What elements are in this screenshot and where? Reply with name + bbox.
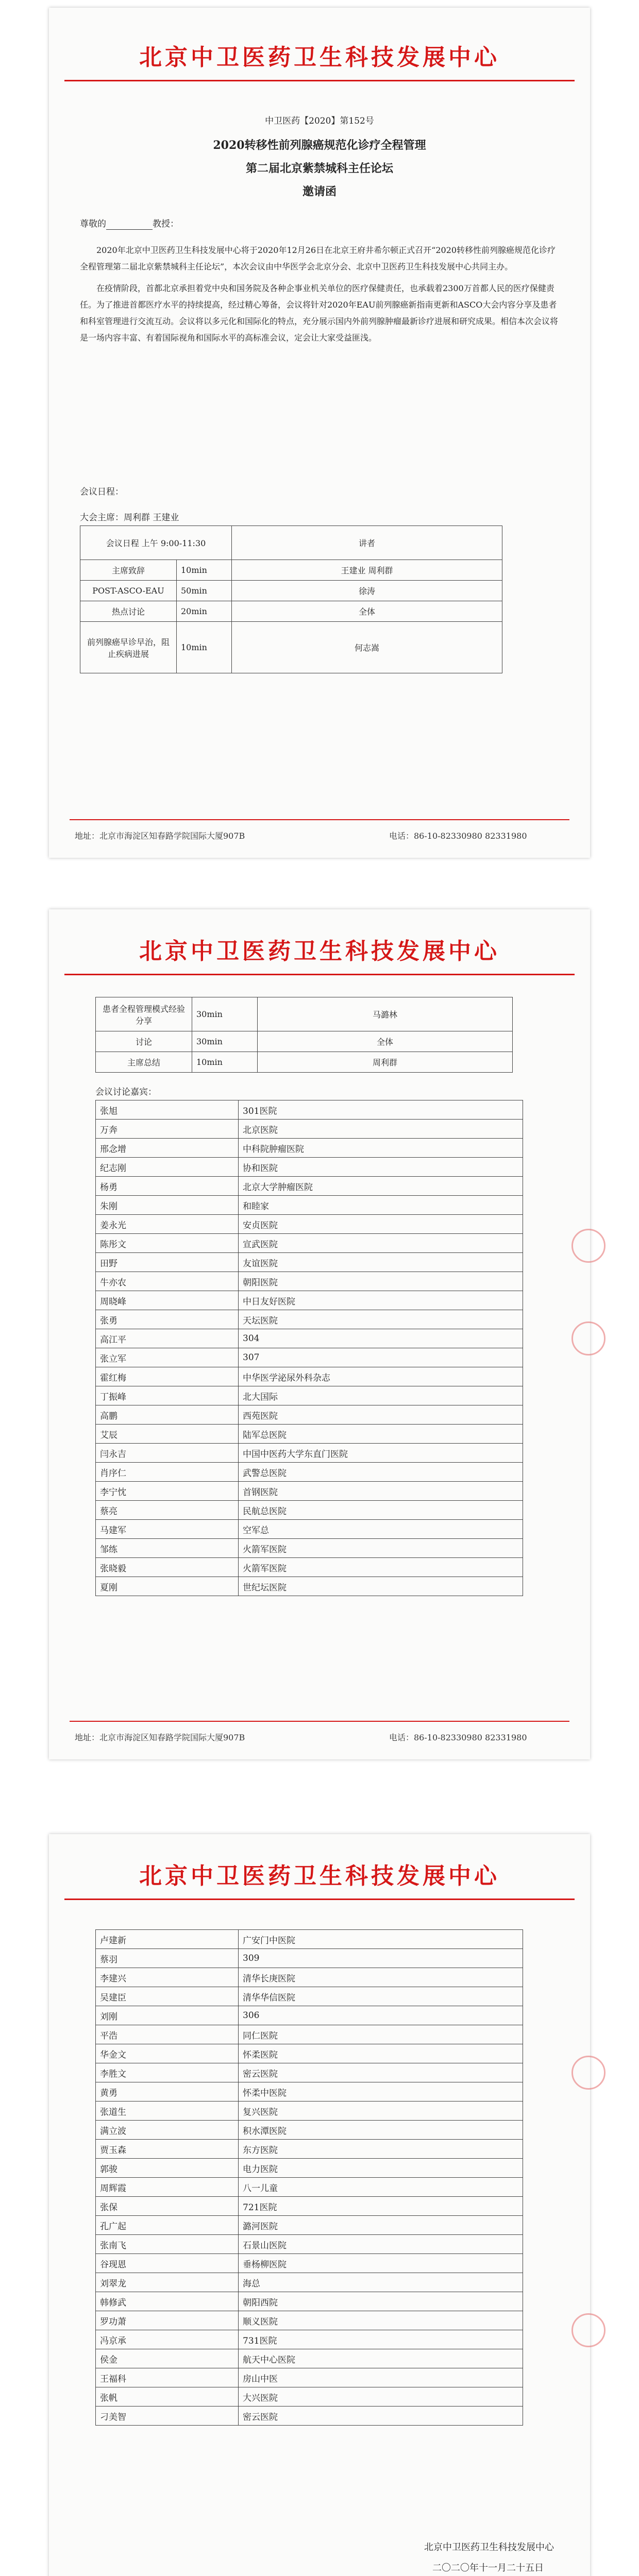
guest-hospital: 309 (239, 1949, 523, 1968)
org-title: 北京中卫医药卫生科技发展中心 (139, 1863, 500, 1889)
guest-name: 冯京承 (96, 2330, 239, 2349)
guest-hospital: 世纪坛医院 (239, 1577, 523, 1596)
guest-hospital: 中日友好医院 (239, 1291, 523, 1310)
guest-name: 周晓峰 (96, 1291, 239, 1310)
footer-address: 地址：北京市海淀区知春路学院国际大厦907B (75, 831, 245, 841)
guest-name: 夏刚 (96, 1577, 239, 1596)
guest-name: 张道生 (96, 2102, 239, 2121)
guest-hospital: 北京医院 (239, 1120, 523, 1139)
guest-row (96, 2159, 523, 2178)
guest-name: 满立波 (96, 2121, 239, 2140)
guest-hospital: 天坛医院 (239, 1310, 523, 1329)
guest-row (96, 2216, 523, 2235)
guest-name: 贾玉森 (96, 2140, 239, 2159)
org-title: 北京中卫医药卫生科技发展中心 (139, 938, 500, 964)
guest-row (96, 1405, 523, 1425)
guest-name: 马建军 (96, 1520, 239, 1539)
guest-hospital: 房山中医 (239, 2368, 523, 2387)
guest-name: 侯金 (96, 2349, 239, 2368)
guest-hospital: 密云医院 (239, 2063, 523, 2082)
org-title: 北京中卫医药卫生科技发展中心 (139, 44, 500, 71)
agenda-heading: 会议日程： (80, 487, 124, 497)
guest-name: 李胜文 (96, 2063, 239, 2082)
guest-row (96, 1558, 523, 1577)
guest-hospital: 怀柔医院 (239, 2044, 523, 2063)
guest-name: 刘刚 (96, 2006, 239, 2025)
guest-row (96, 2235, 523, 2254)
guest-name: 周辉霞 (96, 2178, 239, 2197)
footer-divider (70, 819, 569, 820)
guests-heading: 会议讨论嘉宾： (95, 1087, 157, 1097)
guest-row (96, 1177, 523, 1196)
guest-row (96, 1968, 523, 1987)
guest-hospital: 中国中医药大学东直门医院 (239, 1444, 523, 1463)
guest-row (96, 2349, 523, 2368)
guest-hospital: 清华长庚医院 (239, 1968, 523, 1987)
guest-hospital: 石景山医院 (239, 2235, 523, 2254)
header-divider (64, 1899, 575, 1900)
guest-row (96, 1482, 523, 1501)
guest-hospital: 友谊医院 (239, 1253, 523, 1272)
agenda-row: 患者全程管理模式经验分享 30min 马潞林 (96, 997, 513, 1031)
guest-table (95, 1929, 523, 2426)
paragraph-2: 在疫情阶段，首都北京承担着党中央和国务院及各种企事业机关单位的医疗保健责任，也承载着2300万首都人民的医疗保健责任。为了推进首都医疗水平的持续提高，经过精心筹备，会议将针对2020年EAU前列腺癌新指南更新和ASCO大会内容分享及患者和科室管理进行交流互动。会议将以多元化和国际化的特点，充分展示国内外前列腺肿瘤最新诊疗进展和研究成果。相信本次会议将是一场内容丰富、有着国际视角和国际水平的高标准会议，定会让大家受益匪浅。 (80, 283, 559, 343)
guest-hospital: 同仁医院 (239, 2025, 523, 2044)
document-page-2 (49, 909, 590, 1759)
guest-hospital: 和睦家 (239, 1196, 523, 1215)
guest-name: 张帆 (96, 2387, 239, 2406)
guest-name: 韩修武 (96, 2292, 239, 2311)
document-title-line-2: 第二届北京紫禁城科主任论坛 (245, 162, 393, 175)
guest-row (96, 1291, 523, 1310)
guest-row (96, 1501, 523, 1520)
guest-row (96, 1100, 523, 1120)
guest-hospital: 潞河医院 (239, 2216, 523, 2235)
guest-name: 蔡亮 (96, 1501, 239, 1520)
guest-name: 华金文 (96, 2044, 239, 2063)
footer-address: 地址：北京市海淀区知春路学院国际大厦907B (75, 1733, 245, 1742)
guest-row (96, 1463, 523, 1482)
guest-hospital: 航天中心医院 (239, 2349, 523, 2368)
seal-mark (571, 1321, 606, 1355)
guest-row (96, 2082, 523, 2102)
seal-mark (571, 2313, 606, 2347)
guest-hospital: 北京大学肿瘤医院 (239, 1177, 523, 1196)
guest-row (96, 2292, 523, 2311)
guest-name: 闫永吉 (96, 1444, 239, 1463)
guest-name: 张旭 (96, 1100, 239, 1120)
document-title-line-1: 2020转移性前列腺癌规范化诊疗全程管理 (213, 139, 426, 152)
guest-hospital: 密云医院 (239, 2406, 523, 2426)
guest-row (96, 1310, 523, 1329)
document-number: 中卫医药【2020】第152号 (265, 116, 374, 126)
guest-hospital: 复兴医院 (239, 2102, 523, 2121)
guest-row (96, 1577, 523, 1596)
guest-name: 孔广起 (96, 2216, 239, 2235)
guest-name: 高江平 (96, 1329, 239, 1348)
agenda-row: 热点讨论 20min 全体 (80, 601, 502, 622)
guest-name: 万奔 (96, 1120, 239, 1139)
guest-hospital: 电力医院 (239, 2159, 523, 2178)
guest-row (96, 1253, 523, 1272)
guest-name: 张晓毅 (96, 1558, 239, 1577)
guest-hospital: 731医院 (239, 2330, 523, 2349)
guest-row (96, 1930, 523, 1949)
guest-name: 吴建臣 (96, 1987, 239, 2006)
guest-name: 高鹏 (96, 1405, 239, 1425)
guest-row (96, 1120, 523, 1139)
guest-hospital: 301医院 (239, 1100, 523, 1120)
guest-hospital: 广安门中医院 (239, 1930, 523, 1949)
guest-name: 李建兴 (96, 1968, 239, 1987)
guest-hospital: 东方医院 (239, 2140, 523, 2159)
guest-name: 丁振峰 (96, 1386, 239, 1405)
guest-name: 刘翠龙 (96, 2273, 239, 2292)
agenda-row: 主席致辞 10min 王建业 周利群 (80, 560, 502, 581)
guest-name: 肖序仁 (96, 1463, 239, 1482)
guest-hospital: 首钢医院 (239, 1482, 523, 1501)
guest-hospital: 垂杨柳医院 (239, 2254, 523, 2273)
guest-name: 卢建新 (96, 1930, 239, 1949)
header-divider (64, 974, 575, 975)
guest-row (96, 1386, 523, 1405)
guest-name: 李宁忱 (96, 1482, 239, 1501)
guest-row (96, 1987, 523, 2006)
guest-row (96, 1272, 523, 1291)
document-title-line-3: 邀请函 (302, 185, 337, 198)
guest-hospital: 304 (239, 1329, 523, 1348)
guest-row (96, 1949, 523, 1968)
guest-name: 朱刚 (96, 1196, 239, 1215)
guest-name: 纪志刚 (96, 1158, 239, 1177)
guest-name: 罗功萧 (96, 2311, 239, 2330)
guest-row (96, 2406, 523, 2426)
guest-hospital: 宣武医院 (239, 1234, 523, 1253)
guest-row (96, 2368, 523, 2387)
guest-hospital: 怀柔中医院 (239, 2082, 523, 2102)
guest-hospital: 积水潭医院 (239, 2121, 523, 2140)
guest-name: 邢念增 (96, 1139, 239, 1158)
guest-hospital: 空军总 (239, 1520, 523, 1539)
guest-row (96, 1329, 523, 1348)
agenda-row: POST-ASCO-EAU 50min 徐涛 (80, 581, 502, 601)
guest-hospital: 火箭军医院 (239, 1558, 523, 1577)
guest-name: 张南飞 (96, 2235, 239, 2254)
guest-hospital: 顺义医院 (239, 2311, 523, 2330)
footer-divider (70, 1721, 569, 1722)
guest-name: 陈彤文 (96, 1234, 239, 1253)
guest-name: 黄勇 (96, 2082, 239, 2102)
guest-row (96, 1539, 523, 1558)
agenda-row: 主席总结 10min 周利群 (96, 1052, 513, 1073)
guest-row (96, 2387, 523, 2406)
guest-name: 张立军 (96, 1348, 239, 1367)
guest-name: 牛亦农 (96, 1272, 239, 1291)
guest-hospital: 八一儿童 (239, 2178, 523, 2197)
guest-row (96, 2273, 523, 2292)
guest-row (96, 2197, 523, 2216)
seal-mark (571, 1229, 606, 1263)
guest-hospital: 火箭军医院 (239, 1539, 523, 1558)
footer-phone: 电话：86-10-82330980 82331980 (389, 831, 527, 841)
guest-row (96, 1520, 523, 1539)
guest-hospital: 中科院肿瘤医院 (239, 1139, 523, 1158)
signature-date: 二〇二〇年十一月二十五日 (432, 2563, 544, 2573)
document-page-3 (49, 1834, 590, 2576)
footer-phone: 电话：86-10-82330980 82331980 (389, 1733, 527, 1742)
guest-name: 艾辰 (96, 1425, 239, 1444)
guest-hospital: 民航总医院 (239, 1501, 523, 1520)
guest-hospital: 307 (239, 1348, 523, 1367)
guest-name: 谷现恩 (96, 2254, 239, 2273)
guest-name: 田野 (96, 1253, 239, 1272)
guest-name: 姜永光 (96, 1215, 239, 1234)
guest-hospital: 大兴医院 (239, 2387, 523, 2406)
guest-row (96, 1425, 523, 1444)
guest-table (95, 1100, 523, 1596)
guest-row (96, 1139, 523, 1158)
paragraph-1: 2020年北京中卫医药卫生科技发展中心将于2020年12月26日在北京王府井希尔顿正式召开“2020转移性前列腺癌规范化诊疗全程管理第二届北京紫禁城科主任论坛”，本次会议由中华医学会北京分会、北京中卫医药卫生科技发展中心共同主办。 (80, 245, 556, 272)
guest-row (96, 2140, 523, 2159)
agenda-time-cell: 会议日程 上午 9:00-11:30 (80, 526, 232, 560)
guest-name: 张保 (96, 2197, 239, 2216)
guest-row (96, 2063, 523, 2082)
guest-name: 平浩 (96, 2025, 239, 2044)
guest-hospital: 北大国际 (239, 1386, 523, 1405)
guest-name: 蔡羽 (96, 1949, 239, 1968)
guest-name: 郭骏 (96, 2159, 239, 2178)
guest-hospital: 朝阳医院 (239, 1272, 523, 1291)
document-page-1 (49, 8, 590, 858)
guest-name: 杨勇 (96, 1177, 239, 1196)
guest-name: 张勇 (96, 1310, 239, 1329)
guest-hospital: 安贞医院 (239, 1215, 523, 1234)
guest-row (96, 2006, 523, 2025)
guest-hospital: 武警总医院 (239, 1463, 523, 1482)
guest-hospital: 西苑医院 (239, 1405, 523, 1425)
invitation-body (80, 242, 559, 346)
guest-row (96, 2254, 523, 2273)
chairs-label: 大会主席：周利群 王建业 (80, 513, 179, 523)
guest-name: 霍红梅 (96, 1367, 239, 1386)
guest-hospital: 306 (239, 2006, 523, 2025)
guest-name: 邹练 (96, 1539, 239, 1558)
guest-hospital: 清华华信医院 (239, 1987, 523, 2006)
guest-row (96, 1196, 523, 1215)
guest-hospital: 中华医学泌尿外科杂志 (239, 1367, 523, 1386)
guest-row (96, 1234, 523, 1253)
salutation: 尊敬的 教授： (80, 219, 179, 229)
speaker-header: 讲者 (232, 526, 502, 560)
guest-row (96, 2330, 523, 2349)
guest-row (96, 2178, 523, 2197)
agenda-row: 讨论 30min 全体 (96, 1031, 513, 1052)
guest-row (96, 2311, 523, 2330)
guest-row (96, 2102, 523, 2121)
header-divider (64, 80, 575, 81)
guest-row (96, 2121, 523, 2140)
guest-row (96, 1158, 523, 1177)
guest-hospital: 协和医院 (239, 1158, 523, 1177)
guest-hospital: 陆军总医院 (239, 1425, 523, 1444)
guest-hospital: 721医院 (239, 2197, 523, 2216)
agenda-header-row (80, 526, 502, 560)
seal-mark (571, 2056, 606, 2090)
signature-org: 北京中卫医药卫生科技发展中心 (424, 2542, 554, 2553)
guest-row (96, 1367, 523, 1386)
guest-row (96, 1348, 523, 1367)
guest-name: 刁美智 (96, 2406, 239, 2426)
guest-hospital: 朝阳西院 (239, 2292, 523, 2311)
agenda-table-continued (95, 997, 513, 1073)
guest-row (96, 2044, 523, 2063)
guest-row (96, 1215, 523, 1234)
agenda-table (80, 526, 502, 673)
guest-row (96, 1444, 523, 1463)
guest-hospital: 海总 (239, 2273, 523, 2292)
agenda-row: 前列腺癌早诊早治，阻止疾病进展 10min 何志嵩 (80, 622, 502, 673)
guest-name: 王福科 (96, 2368, 239, 2387)
guest-row (96, 2025, 523, 2044)
